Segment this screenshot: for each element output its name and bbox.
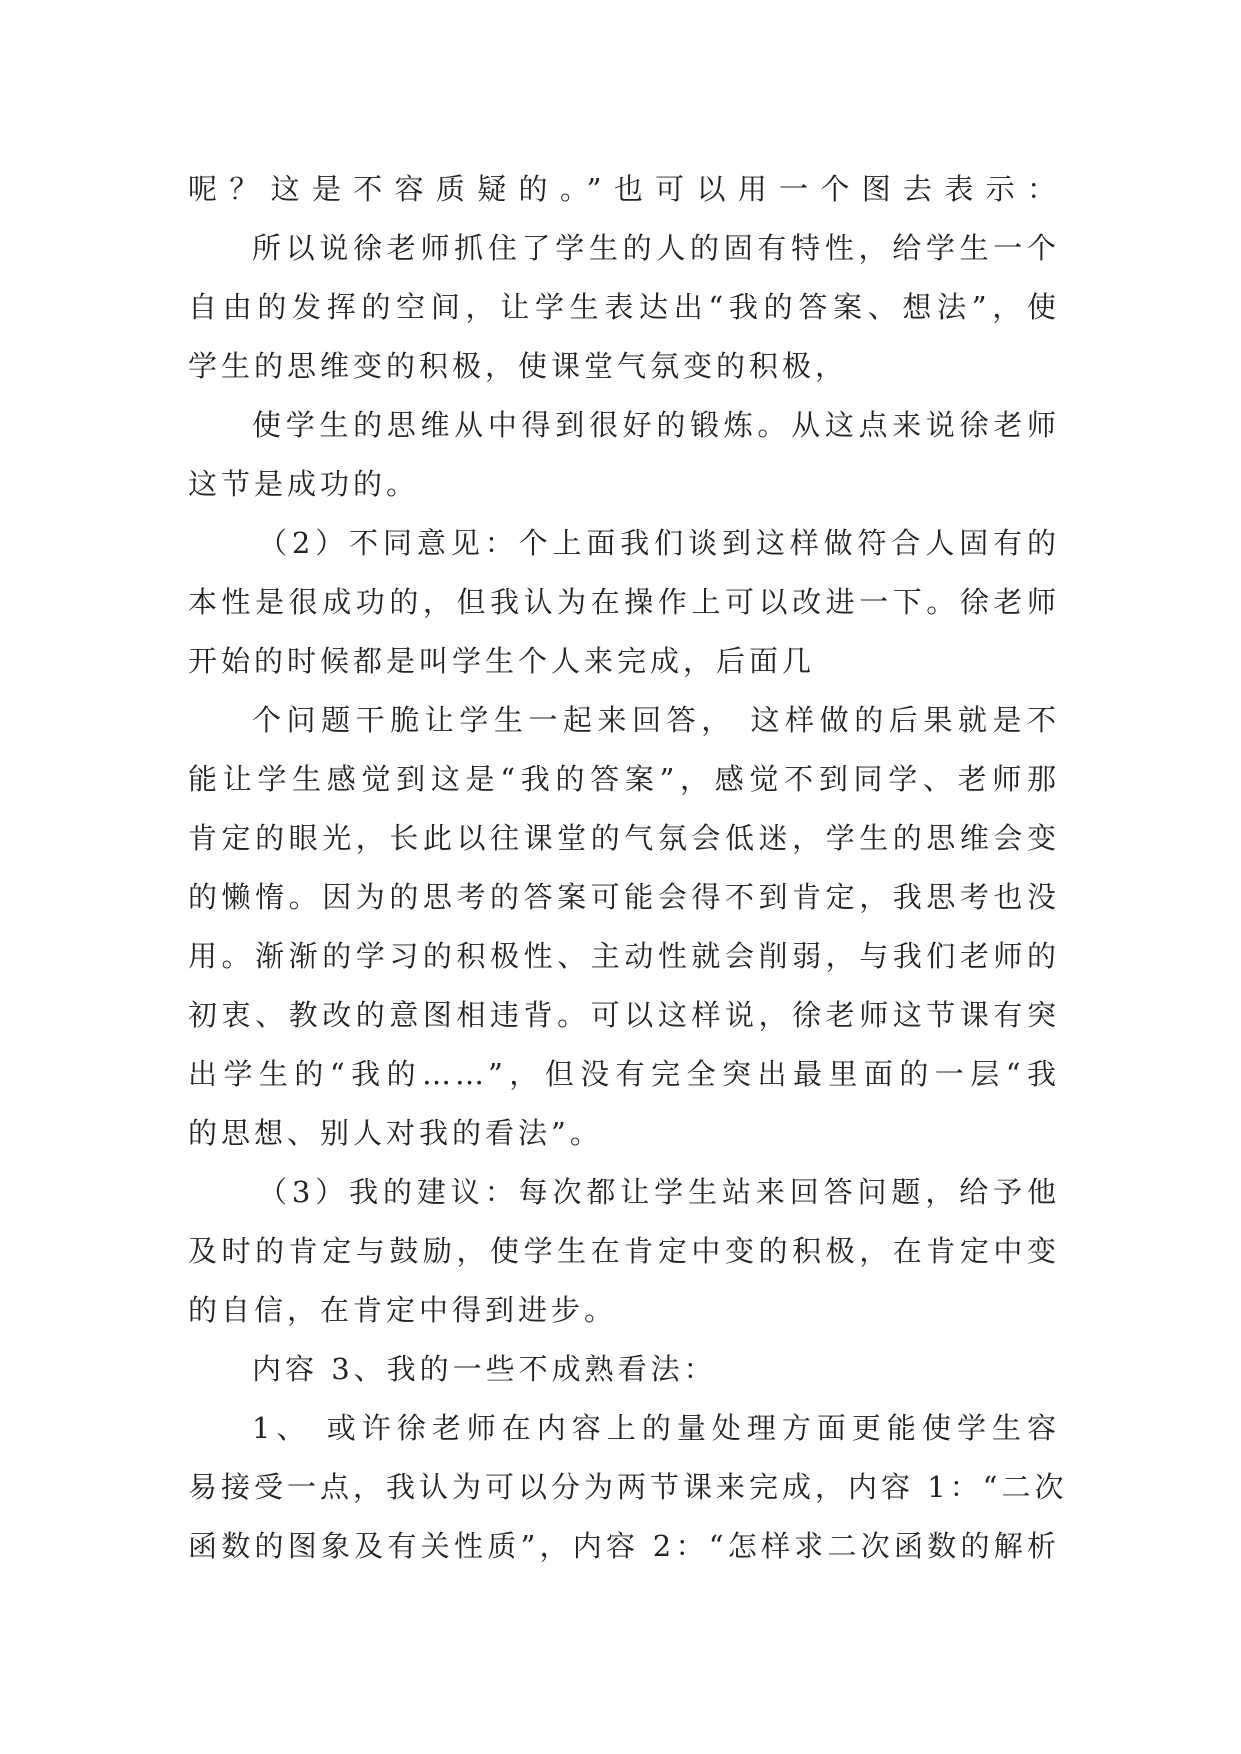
text-line: 的自信，在肯定中得到进步。 bbox=[188, 1293, 618, 1327]
text-line: 这节是成功的。 bbox=[188, 467, 420, 501]
text-line: 的懒惰。因为的思考的答案可能会得不到肯定，我思考也没 bbox=[188, 880, 1060, 914]
text-line: 学生的思维变的积极，使课堂气氛变的积极， bbox=[188, 349, 849, 383]
text-line: 1、 或许徐老师在内容上的量处理方面更能使学生容 bbox=[252, 1411, 1060, 1445]
text-line: 本性是很成功的，但我认为在操作上可以改进一下。徐老师 bbox=[188, 585, 1060, 619]
text-line: 开始的时候都是叫学生个人来完成，后面几 bbox=[188, 644, 816, 678]
body-text bbox=[188, 160, 1068, 1576]
text-line: 内容 3、我的一些不成熟看法： bbox=[252, 1352, 717, 1386]
text-line: 肯定的眼光，长此以往课堂的气氛会低迷，学生的思维会变 bbox=[188, 821, 1060, 855]
text-line: 初衷、教改的意图相违背。可以这样说，徐老师这节课有突 bbox=[188, 998, 1060, 1032]
text-line: 使学生的思维从中得到很好的锻炼。从这点来说徐老师 bbox=[252, 408, 1060, 442]
text-line: 自由的发挥的空间，让学生表达出“我的答案、想法”，使 bbox=[188, 290, 1060, 324]
text-line: 易接受一点，我认为可以分为两节课来完成，内容 1：“二次 bbox=[188, 1470, 1068, 1504]
text-line: （3）我的建议：每次都让学生站来回答问题，给予他 bbox=[258, 1175, 1060, 1209]
text-line: 函数的图象及有关性质”，内容 2：“怎样求二次函数的解析 bbox=[188, 1529, 1060, 1563]
text-line: 所以说徐老师抓住了学生的人的固有特性，给学生一个 bbox=[252, 231, 1060, 265]
text-line: 用。渐渐的学习的积极性、主动性就会削弱，与我们老师的 bbox=[188, 939, 1060, 973]
text-line: 及时的肯定与鼓励，使学生在肯定中变的积极，在肯定中变 bbox=[188, 1234, 1060, 1268]
text-line: 能让学生感觉到这是“我的答案”，感觉不到同学、老师那 bbox=[188, 762, 1060, 796]
text-line: （2）不同意见：个上面我们谈到这样做符合人固有的 bbox=[258, 526, 1060, 560]
text-line: 的思想、别人对我的看法”。 bbox=[188, 1116, 603, 1150]
text-line: 个问题干脆让学生一起来回答， 这样做的后果就是不 bbox=[252, 703, 1060, 737]
text-line: 呢？这是不容质疑的。”也可以用一个图去表示： bbox=[188, 172, 1060, 206]
text-line: 出学生的“我的……”，但没有完全突出最里面的一层“我 bbox=[188, 1057, 1060, 1091]
